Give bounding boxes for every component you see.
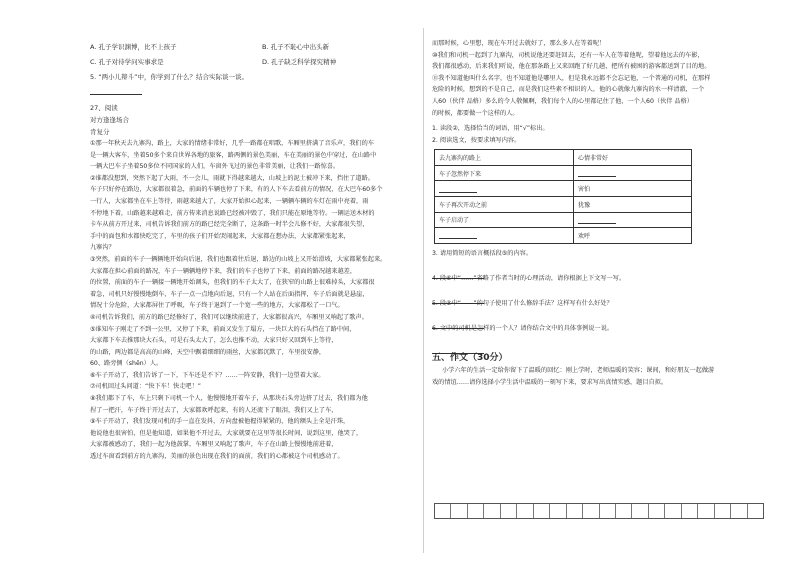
essay-prompt: 小学六年的生活一定给你留下了温暖的回忆：刚上学时，老师温暖的笑容；课间，和好朋友一起做游 (442, 366, 715, 374)
question-1: 1. 读段②，选择恰当的词语，用“√”标出。 (432, 125, 549, 133)
grid-cell[interactable] (468, 504, 484, 518)
fill-blank[interactable] (578, 216, 616, 224)
passage-line: 捏了一把汗，车子终于开过去了，大家都欢呼起来，有的人还流下了眼泪，我们又上了车， (90, 406, 338, 414)
question-5-right: 5. 段⑨中“——”的句子使用了什么修辞手法？这样写有什么好处？ (432, 299, 613, 307)
grid-cell[interactable] (665, 504, 681, 518)
question-6: 6. 文中的司机是怎样的一个人？请你结合文中的具体事例说一说。 (432, 324, 614, 332)
option-a: A. 孔子学识渊博，比不上孩子 (90, 43, 177, 51)
passage-line: 的时候，都要做一个这样的人。 (432, 109, 519, 117)
table-row (435, 212, 692, 228)
passage-line: 卡车从前方开过来，司机告诉我们前方的路已经完全断了，这条路一时半会儿修不好，大家都很失望， (90, 221, 369, 229)
passage-line: ⑩我们和司机一起到了九寨沟，司机说他还要赶回去，还有一车人在等着他呢，望着他远去的车影， (432, 51, 704, 59)
passage-line: 一辆大巴车子坐着50多位不同国家的人们，车窗外飞过的景色非常美丽，让我们一路惊喜。 (90, 163, 340, 171)
passage-line: 危险的时候，想到的不是自己，而是我们这些素不相识的人，他的心就像九寨沟的水一样清澈，一个 (432, 86, 705, 94)
passage-line: ⑥车子开动了，我们告诉了一下，下车还是不下？……一阵安静，我们一边望着大家。 (90, 371, 325, 379)
grid-cell[interactable] (517, 504, 533, 518)
passage-line: ⑤谁知车子刚走了不到一公里，又停了下来，前面又发生了塌方，一块巨大的石头挡在了路中间， (90, 325, 356, 333)
table-cell[interactable] (435, 181, 574, 197)
passage-line: 不停地下着，山路越来越难走，前方传来消息说路已经被冲毁了，我们只能在原地等待。一辆运送木材的 (90, 209, 375, 217)
passage-line: ①那一年秋天去九寨沟，路上，大家的情绪非常好，几乎一路都在唱歌，车厢里挤满了音乐声，我们的车 (90, 140, 374, 147)
table-row (435, 165, 692, 181)
passage-line: 情况十分危险，大家都屏住了呼吸，车子终于退到了一个宽一些的地方，大家都松了一口气。 (90, 302, 344, 310)
section-heading: 五、作文（30分） (432, 352, 508, 363)
reading-note: 对方逢逢场合 (90, 116, 129, 124)
passage-line: 着急，司机只好慢慢地倒车，车子一点一点地向后退，只有一个人站在后面指挥，车子后面就是悬崖， (90, 290, 369, 298)
grid-cell[interactable] (616, 504, 632, 518)
passage-line: ②谁都没想到，突然下起了大雨，不一会儿，雨就下得越来越大，山坡上的泥土被冲下来，挡住了道路。 (90, 174, 374, 182)
table-cell[interactable] (574, 212, 692, 228)
passage-line: 大家都在担心前面的路况，车子一辆辆地停下来，我们的车子也停了下来，前面的路况越来越差， (90, 267, 357, 275)
grid-cell[interactable] (501, 504, 517, 518)
passage-line: 是一辆大客车，坐着50多个来自世界各地的旅客，路两侧的景色美丽，车在美丽的景色中穿过，在山路中 (90, 151, 377, 159)
option-d: D. 孔子缺乏科学探究精神 (262, 58, 337, 66)
grid-cell[interactable] (600, 504, 616, 518)
table-cell: 车子启动了 (435, 212, 574, 228)
passage-line: ⑨车子开动了，我们发现司机的手一直在发抖，方向盘被他握得紧紧的，他的额头上全是汗珠， (90, 418, 350, 426)
passage-line: ⑧我们都下了车，车上只剩下司机一个人，他慢慢地开着车子，从那块石头旁边挤了过去，我们都为他 (90, 395, 368, 403)
option-c: C. 孔子对待学问实事求是 (90, 58, 164, 66)
grid-cell[interactable] (715, 504, 731, 518)
table-row (435, 150, 692, 166)
passage-line: ③突然，前面的车子一辆辆地开始向后退，我们也跟着往后退，路边的山坡上又开始滑坡，大家都紧张起来。 (90, 255, 387, 263)
passage-line: 大家都被感动了，我们一起为他鼓掌，车厢里又响起了歌声，车子在山路上慢慢地前进着， (90, 441, 338, 449)
question-2: 2. 阅读选文，按要求填写内容。 (432, 137, 521, 145)
grid-cell[interactable] (748, 504, 763, 518)
grid-cell[interactable] (583, 504, 599, 518)
table-cell: 车子忽然停下来 (435, 165, 574, 181)
option-b: B. 孔子不恥心中出头新 (262, 43, 330, 51)
passage-line: 的山路，两边都是高高的山峰，天空中飘着细细的雨丝，大家都沉默了，车里很安静， (90, 348, 326, 356)
passage-line: 透过车窗看到前方的九寨沟，美丽的景色出现在我们的面前，我们的心都被这个司机感动了。 (90, 453, 344, 461)
table-cell: 欢呼 (574, 228, 692, 244)
grid-cell[interactable] (649, 504, 665, 518)
question-4: 4. 段⑥中“……”省略了作者当时的心理活动，请你根据上下文写一写。 (432, 274, 626, 282)
table-cell: 害怕 (574, 181, 692, 197)
writing-grid[interactable] (434, 503, 764, 519)
grid-cell[interactable] (731, 504, 747, 518)
passage-line: ⑦司机回过头问道：“快下车！快走吧！” (90, 383, 201, 391)
answer-line (90, 94, 142, 95)
table-cell: 车子再次开动之前 (435, 196, 574, 212)
passage-line: 的位置，前面的车子一辆接一辆地开始调头，但我们的车子太大了，在狭窄的山路上很难掉头，大家都很 (90, 279, 375, 287)
grid-cell[interactable] (435, 504, 451, 518)
passage-line: 他说他也很害怕，但是他知道，如果他不开过去，大家就要在这里等很长时间，说到这里，他哭了， (90, 429, 363, 437)
passage-line: ④司机告诉我们，前方的路已经修好了，我们可以继续前进了，大家都很高兴，车厢里又响起了歌声。 (90, 313, 368, 321)
grid-cell[interactable] (451, 504, 467, 518)
table-cell: 犹豫 (574, 196, 692, 212)
passage-line: 而那时候，心里想，现在车开过去就好了，那么多人在等着呢！ (432, 40, 606, 47)
passage-line: 人60（伙伴 品格）多么的令人敬佩啊，我们每个人的心里都记住了他，一个人60（伙伴 品格） (432, 97, 693, 105)
grid-cell[interactable] (632, 504, 648, 518)
reading-passage (90, 102, 415, 463)
table-row (435, 228, 692, 244)
question-5-left: 5. “两小儿辩斗”中，你学到了什么？结合实际谈一谈。 (90, 73, 249, 81)
table-cell[interactable] (574, 165, 692, 181)
grid-cell[interactable] (484, 504, 500, 518)
column-divider (423, 28, 424, 553)
fill-blank[interactable] (439, 231, 477, 239)
passage-line: 手中的面包和水都快吃完了，车里的孩子们开始哭闹起来，大家都在想办法，大家都紧张起来， (90, 232, 350, 240)
passage-line: 九寨沟？ (90, 244, 115, 252)
answer-table (434, 149, 692, 244)
passage-line: 60、路旁侧（shēn）人。 (90, 360, 163, 368)
question-27: 27、阅读 (90, 104, 118, 112)
grid-cell[interactable] (567, 504, 583, 518)
question-3: 3. 请用简短的语言概括段⑤的内容。 (432, 249, 533, 257)
grid-cell[interactable] (534, 504, 550, 518)
table-cell: 心情非常好 (574, 150, 692, 166)
table-row (435, 181, 692, 197)
passage-line: 一行人，大家都坐在车上等待，雨越来越大了，大家开始担心起来，一辆辆车辆的车灯在雨中亮着，雨 (90, 197, 369, 205)
fill-blank[interactable] (578, 169, 616, 177)
grid-cell[interactable] (698, 504, 714, 518)
grid-cell[interactable] (550, 504, 566, 518)
fill-blank[interactable] (439, 185, 477, 193)
table-cell: 去九寨沟的路上 (435, 150, 574, 166)
passage-title: 肯复分 (90, 128, 110, 136)
table-row (435, 196, 692, 212)
table-cell[interactable] (435, 228, 574, 244)
passage-line: 车子只好停在路边，大家都很着急，前面的车辆也停了下来，有的人下车去看前方的情况，在大巴车60多个 (90, 186, 383, 194)
passage-line: ⑪我不知道他叫什么名字，也不知道他是哪里人，但是我永远都不会忘记他，一个普通的司机，在那样 (432, 74, 711, 82)
grid-cell[interactable] (682, 504, 698, 518)
right-column (432, 38, 767, 389)
passage-line: 大家都下车去推那块大石头，可是石头太大了，怎么也推不动，大家只好又回到车上等待， (90, 337, 338, 345)
essay-prompt: 戏的情谊……请你选择小学生活中温暖的一刻写下来，要求写出真情实感，题目自拟。 (432, 378, 668, 386)
passage-line: 我们都很感动，后来我们听说，他在那条路上又来回跑了好几趟，把所有被困的游客都送到了目的地。 (432, 63, 711, 71)
